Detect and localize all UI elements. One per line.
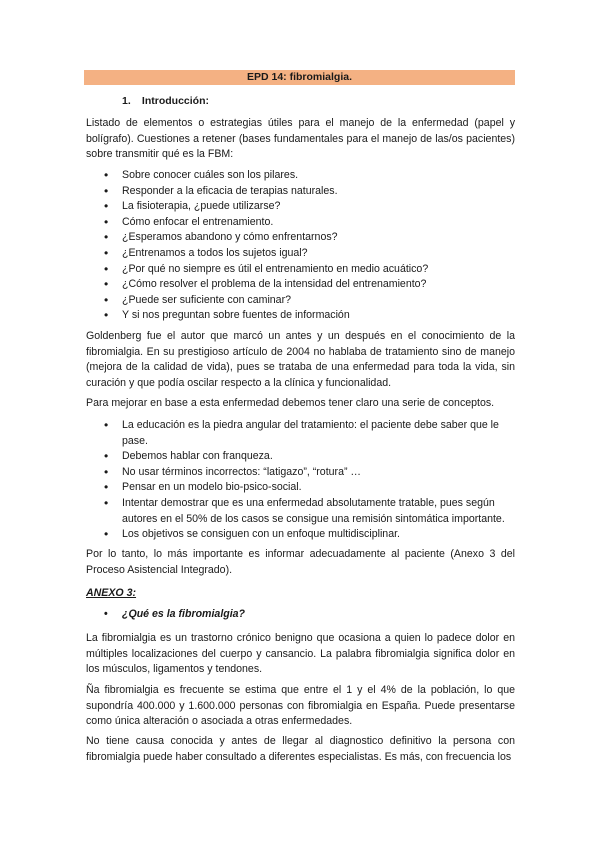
list-item: • ¿Cómo resolver el problema de la intensidad del entrenamiento? (102, 277, 515, 293)
annex-paragraph-2: Ña fibromialgia es frecuente se estima que entre el 1 y el 4% de la población, lo que supondría 400.000 y 1.600.000 personas con fibromialgia en España. Puede presentarse como única alteración o asociada a otras enfermedades. (86, 684, 515, 728)
list-item: • Responder a la eficacia de terapias naturales. (102, 184, 515, 200)
concepts-list (102, 418, 515, 543)
goldenberg-paragraph: Goldenberg fue el autor que marcó un antes y un después en el conocimiento de la fibromialgia. En su prestigioso artículo de 2004 no hablaba de tratamiento sino de manejo (mejora de la calidad de vida), pues se trataba de una enfermedad para toda la vida, sin curación y que podía oscilar respecto a la clínica y funcionalidad. (86, 330, 515, 389)
annex-paragraph-3: No tiene causa conocida y antes de llegar al diagnostico definitivo la persona con fibromialgia puede haber consultado a diferentes especialistas. Es más, con frecuencia los (86, 735, 515, 763)
list-item: • Cómo enfocar el entrenamiento. (102, 215, 515, 231)
questions-list (102, 168, 515, 324)
list-item: • ¿Puede ser suficiente con caminar? (102, 293, 515, 309)
bullet-icon: • (104, 608, 108, 620)
concepts-intro: Para mejorar en base a esta enfermedad debemos tener claro una serie de conceptos. (86, 397, 495, 409)
annex-title: ANEXO 3: (86, 587, 137, 599)
intro-paragraph: Listado de elementos o estrategias útiles para el manejo de la enfermedad (papel y bolígrafo). Cuestiones a retener (bases fundamentales para el manejo de las/os pacientes) sobre transmitir qué es la FBM: (86, 117, 515, 161)
list-item: • ¿Por qué no siempre es útil el entrenamiento en medio acuático? (102, 262, 515, 278)
list-item: • Los objetivos se consiguen con un enfoque multidisciplinar. (102, 527, 515, 543)
list-item: • No usar términos incorrectos: “latigazo”, “rotura” … (102, 465, 515, 481)
list-item: • Y si nos preguntan sobre fuentes de información (102, 308, 515, 324)
section-heading (122, 94, 209, 110)
section-title: Introducción: (141, 95, 209, 107)
list-item: • Pensar en un modelo bio-psico-social. (102, 480, 515, 496)
annex-paragraph-1: La fibromialgia es un trastorno crónico benigno que ocasiona a quien lo padece dolor en múltiples localizaciones del cuerpo y cansancio. La palabra fibromialgia significa dolor en los músculos, ligamentos y tendones. (86, 632, 515, 676)
list-item: • Debemos hablar con franqueza. (102, 449, 515, 465)
list-item: • ¿Esperamos abandono y cómo enfrentarnos? (102, 230, 515, 246)
list-item: • La fisioterapia, ¿puede utilizarse? (102, 199, 515, 215)
list-item: • La educación es la piedra angular del tratamiento: el paciente debe saber que le pase. (102, 418, 515, 449)
conclusion-paragraph: Por lo tanto, lo más importante es informar adecuadamente al paciente (Anexo 3 del Proceso Asistencial Integrado). (86, 548, 515, 576)
list-item: • ¿Entrenamos a todos los sujetos igual? (102, 246, 515, 262)
annex-question-text: ¿Qué es la fibromialgia? (122, 608, 246, 620)
document-title: EPD 14: fibromialgia. (84, 70, 515, 85)
section-number: 1. (122, 95, 131, 107)
list-item: • Sobre conocer cuáles son los pilares. (102, 168, 515, 184)
list-item: • Intentar demostrar que es una enfermedad absolutamente tratable, pues según autores en el 50% de los casos se consigue una remisión sintomática importante. (102, 496, 515, 527)
annex-question (102, 607, 245, 623)
